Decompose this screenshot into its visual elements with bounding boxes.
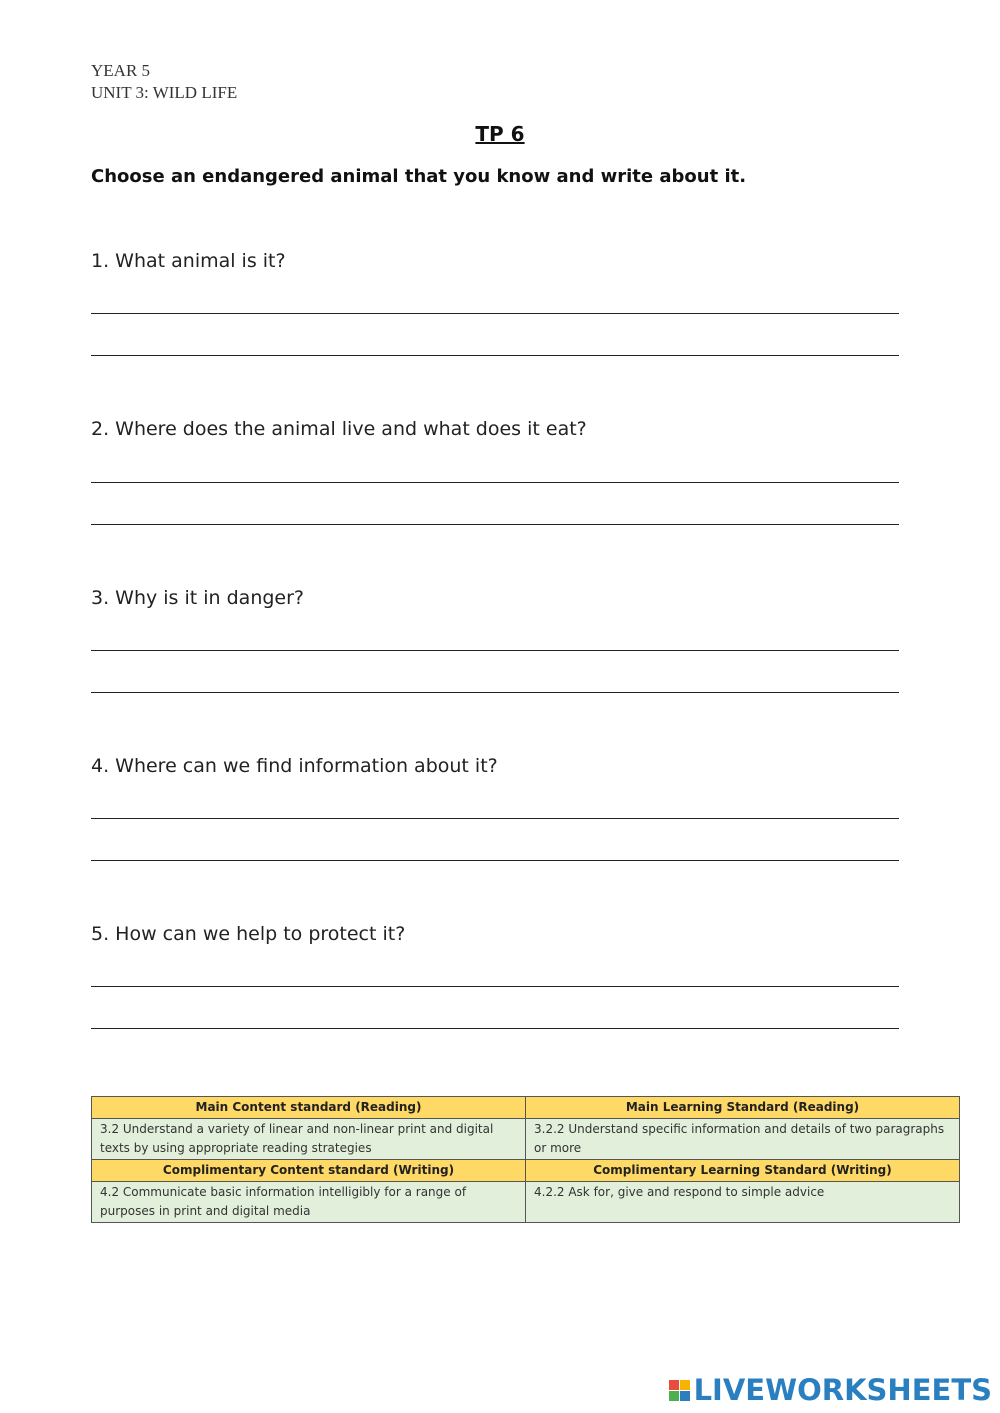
main-content-header: Main Content standard (Reading) [92,1097,526,1119]
answer-line-5b[interactable] [91,1028,899,1029]
main-content-cell: 3.2 Understand a variety of linear and non-linear print and digital texts by using appropriate reading strategies [92,1119,526,1160]
question-4: 4. Where can we find information about it? [91,755,498,777]
comp-learning-header: Complimentary Learning Standard (Writing) [526,1160,960,1182]
main-learning-header: Main Learning Standard (Reading) [526,1097,960,1119]
comp-learning-cell: 4.2.2 Ask for, give and respond to simple advice [526,1182,960,1223]
question-3: 3. Why is it in danger? [91,587,305,609]
answer-line-5a[interactable] [91,986,899,987]
logo-text: LIVEWORKSHEETS [693,1373,992,1407]
question-1: 1. What animal is it? [91,250,286,272]
logo-mark-icon [669,1380,690,1401]
table-row [92,1160,960,1182]
standards-table [91,1096,960,1223]
answer-line-2a[interactable] [91,482,899,483]
worksheet-header [91,60,237,104]
answer-line-3b[interactable] [91,692,899,693]
liveworksheets-logo[interactable] [669,1373,992,1407]
question-2: 2. Where does the animal live and what does it eat? [91,418,587,440]
year-label: YEAR 5 [91,61,151,80]
answer-line-2b[interactable] [91,524,899,525]
main-learning-cell: 3.2.2 Understand specific information and details of two paragraphs or more [526,1119,960,1160]
answer-line-3a[interactable] [91,650,899,651]
instruction-text: Choose an endangered animal that you know and write about it. [91,166,747,187]
question-5: 5. How can we help to protect it? [91,923,406,945]
answer-line-1b[interactable] [91,355,899,356]
comp-content-cell: 4.2 Communicate basic information intelligibly for a range of purposes in print and digital media [92,1182,526,1223]
comp-content-header: Complimentary Content standard (Writing) [92,1160,526,1182]
table-row [92,1097,960,1119]
unit-label: UNIT 3: WILD LIFE [91,83,238,102]
table-row [92,1119,960,1160]
answer-line-1a[interactable] [91,313,899,314]
table-row [92,1182,960,1223]
page-title: TP 6 [475,122,525,146]
answer-line-4b[interactable] [91,860,899,861]
answer-line-4a[interactable] [91,818,899,819]
